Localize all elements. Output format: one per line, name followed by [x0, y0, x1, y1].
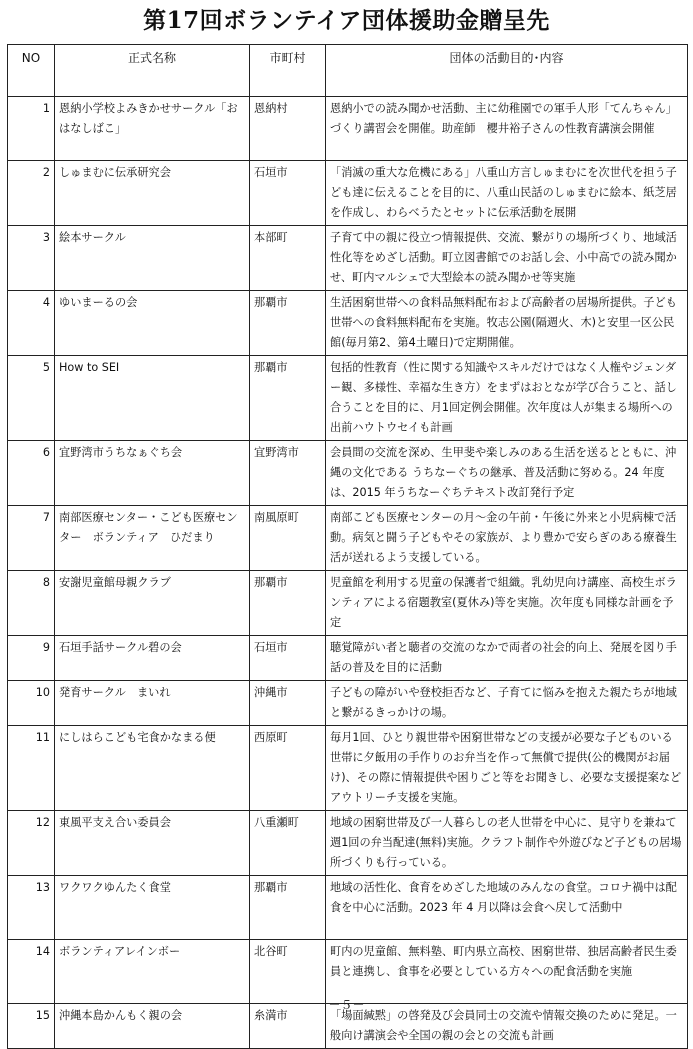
- table-row: [8, 726, 688, 811]
- group-name: 沖縄本島かんもく親の会: [55, 1004, 250, 1049]
- municipality: 糸満市: [250, 1004, 326, 1049]
- activity-description: 恩納小での読み聞かせ活動、主に幼稚園での軍手人形「てんちゃん」づくり講習会を開催。助産師 櫻井裕子さんの性教育講演会開催: [326, 97, 688, 161]
- table-row: [8, 636, 688, 681]
- group-name: しゅまむに伝承研究会: [55, 161, 250, 226]
- row-number: 13: [8, 876, 55, 940]
- row-number: 14: [8, 940, 55, 1004]
- municipality: 西原町: [250, 726, 326, 811]
- activity-description: 包括的性教育（性に関する知識やスキルだけではなく人権やジェンダー観、多様性、幸福な生き方）をまずはおとなが学び合うこと、話し合うことを目的に、月1回定例会開催。次年度は人が集まる場所への出前ハウトウセイも計画: [326, 356, 688, 441]
- table-row: [8, 876, 688, 940]
- activity-description: 子育て中の親に役立つ情報提供、交流、繋がりの場所づくり、地域活性化等をめざし活動。町立図書館でのお話し会、小中高での読み聞かせ、町内マルシェで大型絵本の読み聞かせ等実施: [326, 226, 688, 291]
- activity-description: 子どもの障がいや登校拒否など、子育てに悩みを抱えた親たちが地域と繋がるきっかけの場。: [326, 681, 688, 726]
- table-row: [8, 571, 688, 636]
- municipality: 本部町: [250, 226, 326, 291]
- activity-description: 地域の困窮世帯及び一人暮らしの老人世帯を中心に、見守りを兼ねて週1回の弁当配達(無料)実施。クラフト制作や外遊びなど子どもの居場所づくりも行っている。: [326, 811, 688, 876]
- activity-description: 「消滅の重大な危機にある」八重山方言しゅまむにを次世代を担う子ども達に伝えることを目的に、八重山民話のしゅまむに絵本、紙芝居を作成し、わらべうたとセットに伝承活動を展開: [326, 161, 688, 226]
- row-number: 15: [8, 1004, 55, 1049]
- table-row: [8, 681, 688, 726]
- municipality: 北谷町: [250, 940, 326, 1004]
- table-row: [8, 811, 688, 876]
- municipality: 那覇市: [250, 356, 326, 441]
- row-number: 3: [8, 226, 55, 291]
- group-name: にしはらこども宅食かなまる便: [55, 726, 250, 811]
- group-name: ワクワクゆんたく食堂: [55, 876, 250, 940]
- table-row: [8, 291, 688, 356]
- group-name: 安謝児童館母親クラブ: [55, 571, 250, 636]
- municipality: 恩納村: [250, 97, 326, 161]
- header-purpose: 団体の活動目的･内容: [326, 45, 688, 97]
- table-row: [8, 940, 688, 1004]
- municipality: 沖縄市: [250, 681, 326, 726]
- row-number: 8: [8, 571, 55, 636]
- group-name: ゆいまーるの会: [55, 291, 250, 356]
- municipality: 宜野湾市: [250, 441, 326, 506]
- activity-description: 児童館を利用する児童の保護者で組織。乳幼児向け講座、高校生ボランティアによる宿題教室(夏休み)等を実施。次年度も同様な計画を予定: [326, 571, 688, 636]
- header-no: NO: [8, 45, 55, 97]
- page-number: －５－: [328, 998, 365, 1012]
- table-row: [8, 506, 688, 571]
- header-name: 正式名称: [55, 45, 250, 97]
- row-number: 9: [8, 636, 55, 681]
- municipality: 那覇市: [250, 876, 326, 940]
- group-name: 東風平支え合い委員会: [55, 811, 250, 876]
- group-name: 宜野湾市うちなぁぐち会: [55, 441, 250, 506]
- row-number: 5: [8, 356, 55, 441]
- activity-description: 会員間の交流を深め、生甲斐や楽しみのある生活を送るとともに、沖縄の文化である うちなーぐちの継承、普及活動に努める。24 年度は、2015 年うちなーぐちテキスト改訂発行予定: [326, 441, 688, 506]
- group-name: 絵本サークル: [55, 226, 250, 291]
- row-number: 12: [8, 811, 55, 876]
- group-name: 発育サークル まいれ: [55, 681, 250, 726]
- municipality: 石垣市: [250, 161, 326, 226]
- row-number: 2: [8, 161, 55, 226]
- municipality: 八重瀬町: [250, 811, 326, 876]
- municipality: 石垣市: [250, 636, 326, 681]
- municipality: 那覇市: [250, 291, 326, 356]
- group-name: How to SEI: [55, 356, 250, 441]
- table-row: [8, 356, 688, 441]
- table-row: [8, 226, 688, 291]
- row-number: 4: [8, 291, 55, 356]
- activity-description: 町内の児童館、無料塾、町内県立高校、困窮世帯、独居高齢者民生委員と連携し、食事を必要としている方々への配食活動を実施: [326, 940, 688, 1004]
- activity-description: 南部こども医療センターの月～金の午前・午後に外来と小児病棟で活動。病気と闘う子どもやその家族が、より豊かで安らぎのある療養生活が送れるよう支援している。: [326, 506, 688, 571]
- activity-description: 地域の活性化、食育をめざした地域のみんなの食堂。コロナ禍中は配食を中心に活動。2023 年 4 月以降は会食へ戻して活動中: [326, 876, 688, 940]
- table-row: [8, 441, 688, 506]
- row-number: 10: [8, 681, 55, 726]
- page-title: 第17回ボランテイア団体援助金贈呈先: [143, 7, 550, 34]
- row-number: 1: [8, 97, 55, 161]
- activity-description: 「場面緘黙」の啓発及び会員同士の交流や情報交換のために発足。一般向け講演会や全国の親の会との交流も計画: [326, 1004, 688, 1049]
- group-name: 南部医療センター・こども医療センター ボランティア ひだまり: [55, 506, 250, 571]
- activity-description: 聴覚障がい者と聴者の交流のなかで両者の社会的向上、発展を図り手話の普及を目的に活動: [326, 636, 688, 681]
- header-city: 市町村: [250, 45, 326, 97]
- activity-description: 生活困窮世帯への食料品無料配布および高齢者の居場所提供。子ども世帯への食料無料配布を実施。牧志公園(隔週火、木)と安里一区公民館(毎月第2、第4土曜日)で定期開催。: [326, 291, 688, 356]
- group-name: ボランティアレインボー: [55, 940, 250, 1004]
- activity-description: 毎月1回、ひとり親世帯や困窮世帯などの支援が必要な子どものいる世帯に夕飯用の手作りのお弁当を作って無償で提供(公的機関がお届け)、その際に情報提供や困りごと等をお聞きし、必要な支援提案などアウトリーチ支援を実施。: [326, 726, 688, 811]
- table-row: [8, 97, 688, 161]
- row-number: 6: [8, 441, 55, 506]
- table-header-row: [8, 45, 688, 97]
- municipality: 那覇市: [250, 571, 326, 636]
- grant-recipients-table: [7, 44, 688, 1049]
- row-number: 7: [8, 506, 55, 571]
- municipality: 南風原町: [250, 506, 326, 571]
- group-name: 恩納小学校よみきかせサークル「おはなしばこ」: [55, 97, 250, 161]
- group-name: 石垣手話サークル碧の会: [55, 636, 250, 681]
- row-number: 11: [8, 726, 55, 811]
- table-row: [8, 161, 688, 226]
